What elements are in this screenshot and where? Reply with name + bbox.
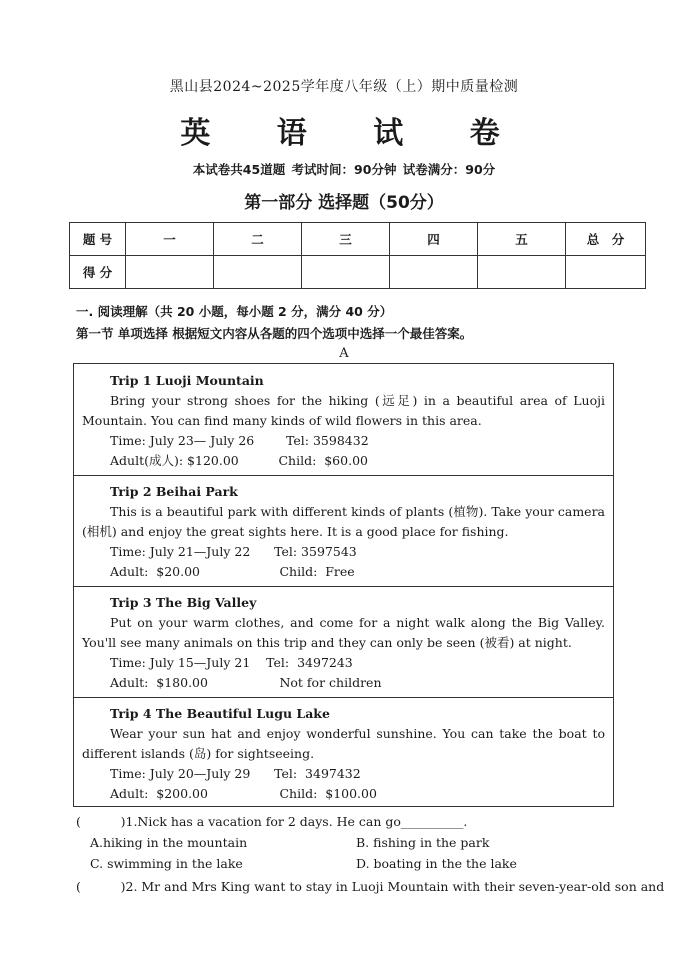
score-table	[69, 222, 646, 289]
trip-description: Wear your sun hat and enjoy wonderful sunshine. You can take the boat to different islands (岛) for sightseeing.	[82, 726, 605, 761]
score-cell[interactable]	[126, 256, 214, 289]
part-title: 第一部分 选择题（50分）	[244, 193, 444, 213]
trip-description: This is a beautiful park with different kinds of plants (植物). Take your camera (相机) and enjoy the great sights here. It is a good place for fishing.	[82, 504, 605, 539]
trip-price: Adult: $20.00 Child: Free	[110, 564, 355, 579]
trip-title: Trip 4 The Beautiful Lugu Lake	[110, 706, 330, 721]
trip-price: Adult(成人): $120.00 Child: $60.00	[110, 453, 368, 468]
question-1-option-b[interactable]: B. fishing in the park	[356, 835, 490, 850]
trip-divider	[74, 697, 613, 698]
score-header-cell: 二	[214, 223, 302, 256]
score-cell[interactable]	[390, 256, 478, 289]
trip-time: Time: July 20—July 29 Tel: 3497432	[110, 766, 361, 781]
trip-time: Time: July 21—July 22 Tel: 3597543	[110, 544, 357, 559]
score-cell[interactable]	[302, 256, 390, 289]
trip-item	[82, 593, 605, 693]
trip-item	[82, 704, 605, 804]
score-table-score-row	[70, 256, 646, 289]
trip-time: Time: July 23— July 26 Tel: 3598432	[110, 433, 369, 448]
trip-price: Adult: $180.00 Not for children	[110, 675, 382, 690]
trip-time: Time: July 15—July 21 Tel: 3497243	[110, 655, 353, 670]
trip-divider	[74, 475, 613, 476]
exam-info: 本试卷共45道题 考试时间：90分钟 试卷满分：90分	[192, 162, 496, 177]
score-cell[interactable]	[478, 256, 566, 289]
question-1-option-c[interactable]: C. swimming in the lake	[90, 856, 243, 871]
trip-price: Adult: $200.00 Child: $100.00	[110, 786, 377, 801]
trip-description: Bring your strong shoes for the hiking (远足) in a beautiful area of Luoji Mountain. You can find many kinds of wild flowers in this area.	[82, 393, 605, 428]
score-row-label: 得 分	[70, 256, 126, 289]
question-1-option-a[interactable]: A.hiking in the mountain	[90, 835, 248, 850]
trip-title: Trip 3 The Big Valley	[110, 595, 257, 610]
score-header-cell: 四	[390, 223, 478, 256]
trips-box	[73, 363, 614, 807]
section-heading: 一. 阅读理解（共 20 小题，每小题 2 分，满分 40 分）	[76, 304, 393, 319]
trip-description: Put on your warm clothes, and come for a night walk along the Big Valley. You'll see many animals on this trip and they can only be seen (被看) at night.	[82, 615, 605, 650]
trip-title: Trip 2 Beihai Park	[110, 484, 238, 499]
question-1-option-d[interactable]: D. boating in the the lake	[356, 856, 517, 871]
exam-title: 英 语 试 卷	[180, 116, 528, 151]
trip-divider	[74, 586, 613, 587]
score-header-cell: 一	[126, 223, 214, 256]
passage-label: A	[339, 346, 349, 361]
trip-item	[82, 482, 605, 582]
score-table-header-row	[70, 223, 646, 256]
trip-title: Trip 1 Luoji Mountain	[110, 373, 264, 388]
score-header-cell: 总 分	[566, 223, 646, 256]
score-cell[interactable]	[214, 256, 302, 289]
section-instruction: 第一节 单项选择 根据短文内容从各题的四个选项中选择一个最佳答案。	[76, 326, 473, 341]
trip-item	[82, 371, 605, 471]
exam-subtitle: 黑山县2024~2025学年度八年级（上）期中质量检测	[169, 79, 519, 95]
score-cell[interactable]	[566, 256, 646, 289]
question-2-stem: ( )2. Mr and Mrs King want to stay in Luoji Mountain with their seven-year-old son and	[76, 879, 665, 894]
score-header-cell: 五	[478, 223, 566, 256]
score-header-cell: 题 号	[70, 223, 126, 256]
score-header-cell: 三	[302, 223, 390, 256]
question-1-stem: ( )1.Nick has a vacation for 2 days. He can go__________.	[76, 814, 468, 829]
